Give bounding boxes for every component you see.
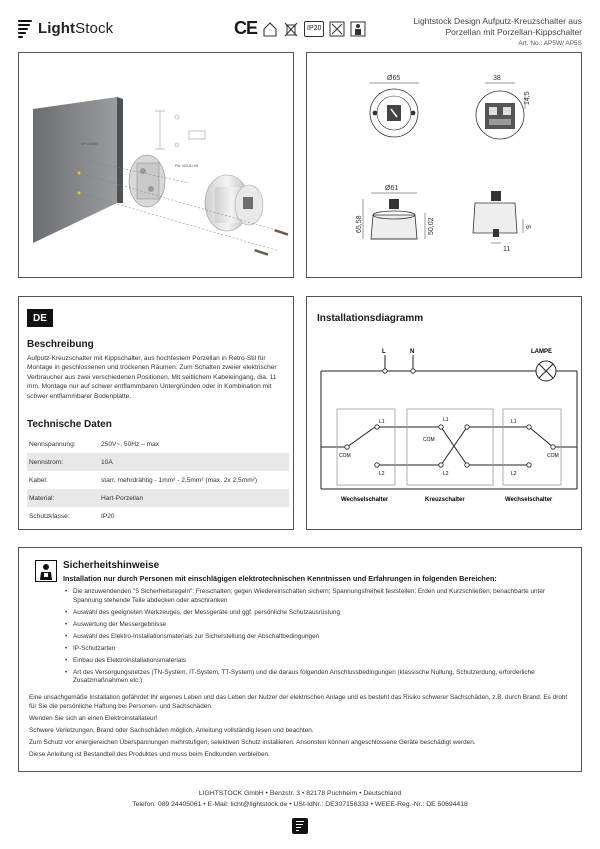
label-com-right: COM <box>547 453 559 459</box>
label-l: L <box>382 349 386 355</box>
safety-paragraph: Wenden Sie sich an einen Elektroinstallateur! <box>29 714 158 722</box>
mounting-dimension-sketch <box>155 111 205 149</box>
safety-panel <box>18 547 582 772</box>
weee-bin-icon <box>283 21 299 37</box>
label-com-left: COM <box>339 453 351 459</box>
company-contact: Telefon: 089 24405061 • E-Mail: licht@lightstock.de • USt-IdNr.: DE307156333 • WEEE-Reg.-Nr.: DE 50694418 <box>132 801 468 808</box>
certification-marks <box>234 18 366 39</box>
brand-logo <box>18 18 113 38</box>
no-tools-icon <box>329 21 345 37</box>
wall-plate <box>33 97 117 243</box>
article-number: Art. No.: AP5W/ AP5S <box>518 40 582 47</box>
lamp-symbol <box>536 361 556 381</box>
front-view-drawing <box>369 83 419 137</box>
side-view-drawing <box>363 193 425 239</box>
safety-bullet-list <box>65 588 573 689</box>
list-item: • Auswahl des Elektro-Installationsmaterials zur Sicherstellung der Abschaltbedingungen <box>65 633 573 642</box>
label-com-mid: COM <box>423 437 435 443</box>
dim-width-right: 11 <box>503 246 511 253</box>
electrician-warning-icon <box>35 560 57 582</box>
dim-diameter-top: Ø65 <box>387 75 401 82</box>
safety-heading: Sicherheitshinweise <box>63 560 160 571</box>
list-item: • Einbau des Elektroinstallationsmaterials <box>65 657 573 666</box>
description-heading: Beschreibung <box>27 339 94 350</box>
footer <box>0 788 600 810</box>
language-badge: DE <box>27 309 53 327</box>
brand-name: LightStock <box>38 19 114 37</box>
dimensions-panel <box>306 52 582 278</box>
dim-diameter-bottom: Ø61 <box>385 185 399 192</box>
screw-label: PA: M3,5×45 <box>175 163 198 168</box>
dim-height-top: 14,5 <box>524 91 531 105</box>
dim-height-right: 9 <box>526 225 533 229</box>
spec-table <box>27 435 289 525</box>
switch-left-label: Wechselschalter <box>341 497 389 503</box>
label-l2-right: L2 <box>511 471 517 477</box>
installation-heading: Installationsdiagramm <box>317 313 424 324</box>
indoor-use-icon <box>262 21 278 37</box>
inside-view-drawing <box>476 83 525 139</box>
safety-paragraph: Schwere Verletzungen, Brand oder Sachschäden möglich. Anleitung vollständig lesen und beachten. <box>29 726 314 734</box>
safety-paragraphs <box>29 694 575 763</box>
dowel-label: M+=5Mkt <box>81 141 98 146</box>
dimension-drawings <box>307 53 583 279</box>
spec-row: Nennstrom: 10A <box>27 453 289 471</box>
switch-mid-label: Kreuzschalter <box>425 497 465 503</box>
description-text: Aufputz-Kreuzschalter mit Kippschalter, aus hochfestem Porzellan in Retro-Stil für Montage in geschlossenen und trockenen Räumen. Zum Schalten zweier elektrischer Verbraucher aus zwei verschiedenen Positionen. Mit seitlichem Kabeleingang, dia. 11 mm. Montage nur auf schwer entflammbaren Untergründen oder in Kombination mit schwer entflammbarer Bodenplatte. <box>27 355 277 400</box>
label-l1-left: L1 <box>379 419 385 425</box>
list-item: • IP-Schutzarten <box>65 645 573 654</box>
label-l2-mid: L2 <box>443 471 449 477</box>
dim-height-inner: 50,02 <box>428 217 435 235</box>
dim-width-top: 38 <box>493 75 501 82</box>
list-item: • Art des Versorgungsnetzes (TN-System, IT-System, TT-System) und die daraus folgenden Anschlussbedingungen (klassische Nullung, Schutzerdung, erforderliche Zusatzmaßnahmen etc.) <box>65 669 573 686</box>
switch-right-label: Wechselschalter <box>505 497 553 503</box>
label-l1-mid: L1 <box>443 417 449 423</box>
list-item: • Auswertung der Messergebnisse <box>65 621 573 630</box>
switch-base <box>129 155 165 207</box>
dim-height-outer: 65,58 <box>356 215 363 233</box>
exploded-view-panel <box>18 52 294 278</box>
document-title: Lightstock Design Aufputz-Kreuzschalter aus Porzellan mit Porzellan-Kippschalter Art. No.: AP5W/ AP5S <box>413 16 582 47</box>
spec-row: Nennspannung: 250V~, 50Hz – max <box>29 440 160 448</box>
label-l2-left: L2 <box>379 471 385 477</box>
ip-rating-badge: IP20 <box>304 21 324 37</box>
spec-row: Schutzklasse: IP20 <box>29 512 115 520</box>
wiring-diagram <box>307 297 583 531</box>
safety-paragraph: Eine unsachgemäße Installation gefährdet Ihr eigenes Leben und das Leben der Nutzer der elektrischen Anlage und es besteht das Risiko schwerer Sachschäden, z.B. durch Brand. Es droht für Sie die persönliche Haftung bei Personen- und Sachschäden. <box>29 694 568 710</box>
safety-subheading: Installation nur durch Personen mit einschlägigen elektrotechnischen Kenntnissen und Erfahrungen in folgenden Bereichen: <box>63 574 497 583</box>
label-lamp: LAMPE <box>531 349 552 355</box>
installation-panel <box>306 296 582 530</box>
lightstock-logo-icon <box>18 18 32 38</box>
ce-mark: CE <box>234 18 258 38</box>
rear-view-drawing <box>473 191 523 243</box>
label-n: N <box>410 349 415 355</box>
company-address: LIGHTSTOCK GmbH • Benzstr. 3 • 82178 Puchheim • Deutschland <box>198 790 402 797</box>
header <box>18 12 582 52</box>
spec-row: Kabel: starr, mehrdrähtig - 1mm² - 2,5mm² (max. 2x 2,5mm²) <box>29 476 258 484</box>
tech-data-heading: Technische Daten <box>27 419 112 430</box>
list-item: • Auswahl des geeigneten Werkzeuges, der Messgeräte und ggf. persönliche Schutzausrüstung <box>65 609 573 618</box>
list-item: • Die anzuwendenden "5 Sicherheitsregeln": Freischalten; gegen Wiedereinschalten sichern; Spannungsfreiheit feststellen; Erden und Kurzschließen; benachbarte unter Spannung stehende Teile abdecken oder abschranken <box>65 588 573 605</box>
electrician-icon <box>350 21 366 37</box>
exploded-view-drawing <box>19 53 295 279</box>
label-l1-right: L1 <box>511 419 517 425</box>
safety-paragraph: Diese Anleitung ist Bestandteil des Produktes und muss beim Endkunden verbleiben. <box>29 750 270 758</box>
description-panel <box>18 296 294 530</box>
spec-row: Material: Hart-Porzellan <box>27 489 289 507</box>
footer-logo-icon <box>292 818 308 834</box>
porcelain-cover <box>205 175 263 231</box>
safety-paragraph: Zum Schutz vor energiereichen Überspannungen mehrstufigen, selektiven Schutz installieren. Ansonsten können angeschlossene Geräte beschädigt werden. <box>29 738 476 746</box>
switch-boxes <box>337 409 561 485</box>
